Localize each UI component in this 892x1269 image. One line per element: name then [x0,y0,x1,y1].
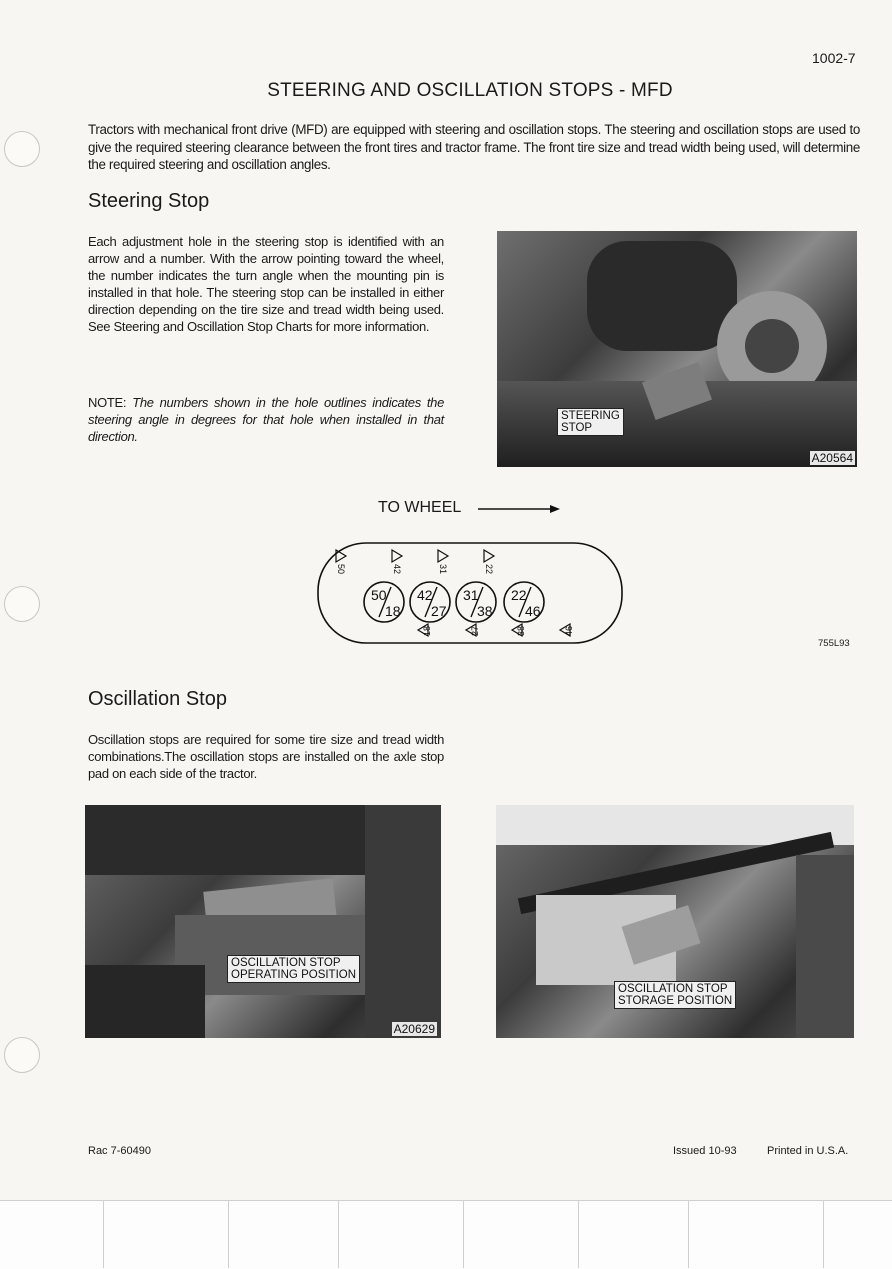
hole-angle-top: 31 [463,587,479,603]
arrow-label: 42 [392,564,402,575]
figure-id: A20564 [811,451,853,465]
hole-angle-bottom: 18 [385,603,401,619]
arrow-label: 27 [470,625,480,636]
bottom-angle-arrow [418,624,432,636]
arrow-shape [392,550,402,562]
steering-stop-callout [557,408,624,436]
scan-line [338,1200,339,1268]
steering-hole [410,582,450,622]
figure-id: A20629 [393,1022,435,1036]
note-label: NOTE: [88,395,127,410]
steering-stop-photo [497,231,857,467]
footer-issued: Issued 10-93 [673,1145,737,1157]
arrow-label: 18 [422,625,432,636]
binder-hole-top [4,131,40,167]
page-number: 1002-7 [812,50,856,66]
steering-stop-paragraph: Each adjustment hole in the steering stop is identified with an arrow and a number. With the arrow pointing toward the wheel, the number indicates the turn angle when the mounting pin is installed in that hole. The steering stop can be installed in either direction depending on the tire size and tread width being used. See Steering and Oscillation Stop Charts for more information. [88,234,444,334]
oscillation-stop-paragraph: Oscillation stops are required for some tire size and tread width combinations.The oscillation stops are installed on the axle stop pad on each side of the tractor. [88,732,444,781]
page-title: STEERING AND OSCILLATION STOPS - MFD [267,80,673,101]
callout-line: OPERATING POSITION [231,969,357,981]
scan-bottom-edge [0,1200,892,1269]
steering-hole [504,582,544,622]
top-angle-arrow [484,550,494,574]
arrow-shape [438,550,448,562]
diagram-code: 755L93 [818,638,850,649]
hole-angle-bottom: 46 [525,603,541,619]
arrow-shape [484,550,494,562]
top-angle-arrow [336,550,346,574]
hole-angle-top: 50 [371,587,387,603]
steering-stop-diagram [316,540,626,648]
arrow-label: 46 [564,625,574,636]
arrow-label: 50 [336,564,346,575]
bottom-angle-arrow [560,624,574,636]
oscillation-operating-photo [85,805,441,1038]
intro-paragraph: Tractors with mechanical front drive (MFD) are equipped with steering and oscillation stops. The steering and oscillation stops are used to give the required steering clearance between the front tires and tractor frame. The front tire size and tread width being used, will determine the required steering and oscillation angles. [88,122,860,172]
footer-doc-number: Rac 7-60490 [88,1145,151,1157]
callout-line: STOP [561,422,593,434]
oscillation-stop-heading: Oscillation Stop [88,688,227,710]
scan-line [688,1200,689,1268]
scan-line [578,1200,579,1268]
to-wheel-label: TO WHEEL [378,499,462,516]
top-angle-arrow [392,550,402,574]
hole-angle-bottom: 38 [477,603,493,619]
hole-angle-top: 42 [417,587,433,603]
arrow-label: 31 [438,564,448,575]
arrow-label: 38 [516,625,526,636]
steering-hole [364,582,404,622]
callout-line: STEERING [561,410,620,422]
storage-position-callout [614,981,736,1009]
scan-line [463,1200,464,1268]
scan-line [823,1200,824,1268]
steering-note [88,394,444,445]
callout-line: STORAGE POSITION [618,995,733,1007]
scan-line [103,1200,104,1268]
oscillation-storage-photo [496,805,854,1038]
steering-hole [456,582,496,622]
callout-line: OSCILLATION STOP [231,957,341,969]
to-wheel-arrow [478,502,560,516]
arrow-label: 22 [484,564,494,575]
operating-position-callout [227,955,360,983]
steering-stop-heading: Steering Stop [88,190,210,212]
bottom-angle-arrow [512,624,526,636]
hole-angle-top: 22 [511,587,527,603]
bottom-angle-arrow [466,624,480,636]
top-angle-arrow [438,550,448,574]
binder-hole-middle [4,586,40,622]
note-text: The numbers shown in the hole outlines indicates the steering angle in degrees for that hole when installed in that direction. [88,395,445,444]
footer-printed: Printed in U.S.A. [767,1145,849,1157]
hole-angle-bottom: 27 [431,603,447,619]
scan-line [228,1200,229,1268]
callout-line: OSCILLATION STOP [618,983,728,995]
binder-hole-bottom [4,1037,40,1073]
